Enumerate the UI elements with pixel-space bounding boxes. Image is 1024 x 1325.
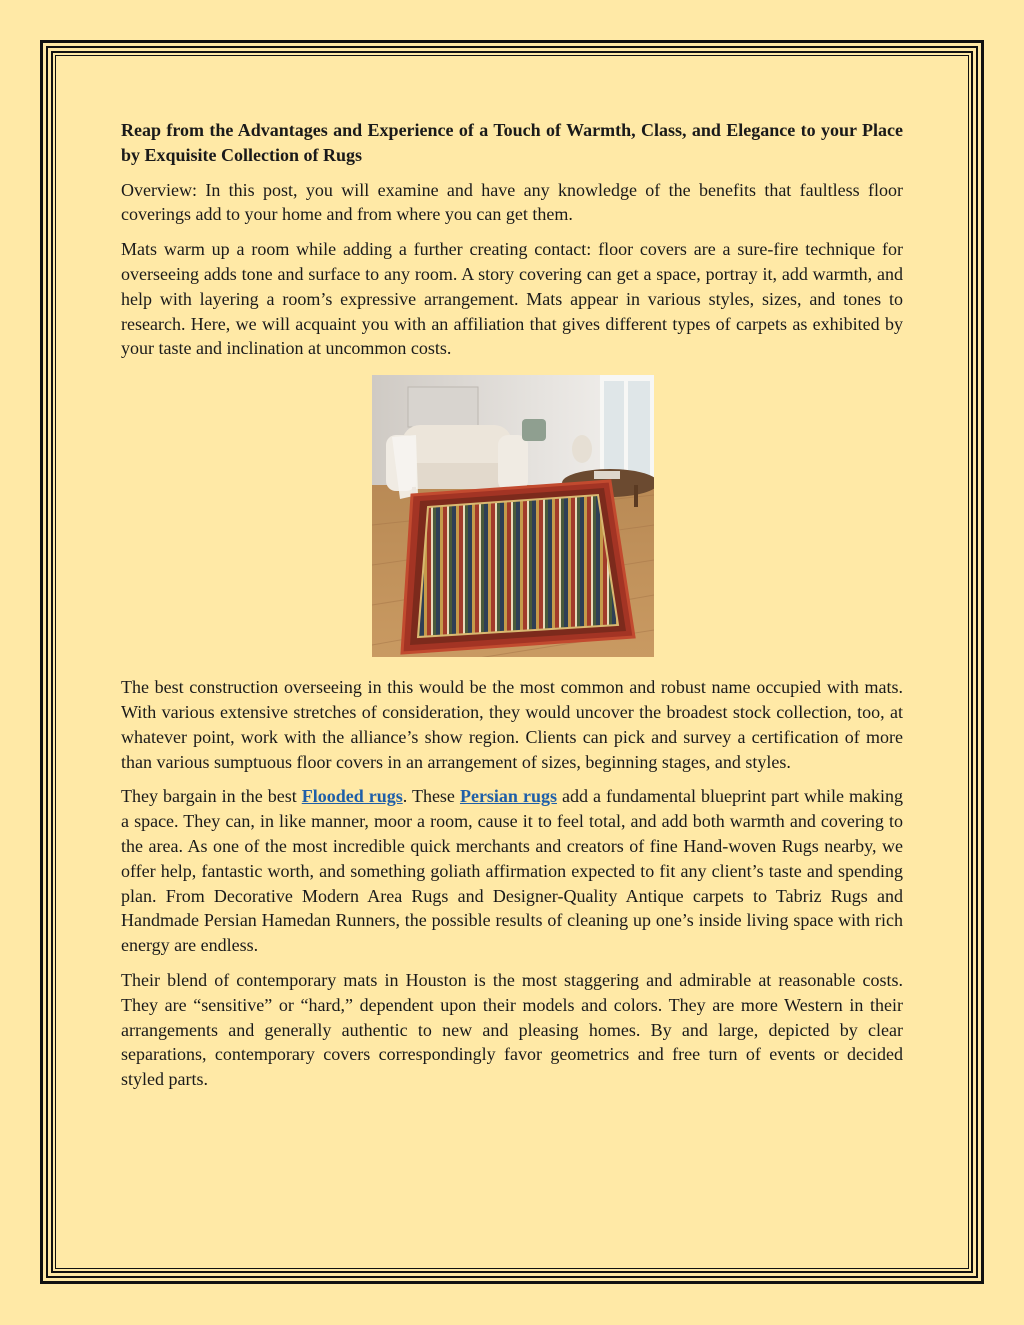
rugs-paragraph-intro: They bargain in the best [121,786,302,807]
rugs-paragraph-between: . These [402,786,460,807]
contemporary-paragraph: Their blend of contemporary mats in Houston is the most staggering and admirable at reasonable costs. They are “sensitive” or “hard,” dependent upon their models and colors. They are more Western in their arrangements and generally authentic to new and pleasing homes. By and large, depicted by clear separations, contemporary covers correspondingly favor geometrics and free turn of events or decided styled parts. [121,969,903,1090]
intro-paragraph: Mats warm up a room while adding a further creating contact: floor covers are a sure-fire technique for overseeing adds tone and surface to any room. A story covering can get a space, portray it, add warmth, and help with layering a room’s expressive arrangement. Mats appear in various styles, sizes, and tones to research. Here, we will acquaint you with an affiliation that gives different types of carpets as exhibited by your taste and inclination at uncommon costs. [121,239,903,359]
construction-paragraph: The best construction overseeing in this would be the most common and robust name occupied with mats. With various extensive stretches of consideration, they would uncover the broadest stock collection, too, at whatever point, work with the alliance’s show region. Clients can pick and survey a certification of more than various sumptuous floor covers in an arrangement of sizes, beginning stages, and styles. [121,677,903,772]
rugs-paragraph-body: add a fundamental blueprint part while making a space. They can, in like manner, moor a room, cause it to feel total, and add both warmth and covering to the area. As one of the most incredible quick merchants and creators of fine Hand-woven Rugs nearby, we offer help, fantastic worth, and something goliath affirmation expected to fit any client’s taste and spending plan. From Decorative Modern Area Rugs and Designer-Quality Antique carpets to Tabriz Rugs and Handmade Persian Hamedan Runners, the possible results of cleaning up one’s inside living space with rich energy are endless. [121,786,903,956]
rugs-paragraph [121,784,903,958]
rug-room-illustration [372,375,654,657]
overview-paragraph: Overview: In this post, you will examine and have any knowledge of the benefits that faultless floor coverings add to your home and from where you can get them. [121,179,903,225]
document-title: Reap from the Advantages and Experience of a Touch of Warmth, Class, and Elegance to your Place by Exquisite Collection of Rugs [121,120,903,165]
rug-photo [372,375,654,657]
flooded-rugs-link[interactable]: Flooded rugs [301,786,403,807]
persian-rugs-link[interactable]: Persian rugs [459,786,557,807]
document-content [121,118,903,1102]
